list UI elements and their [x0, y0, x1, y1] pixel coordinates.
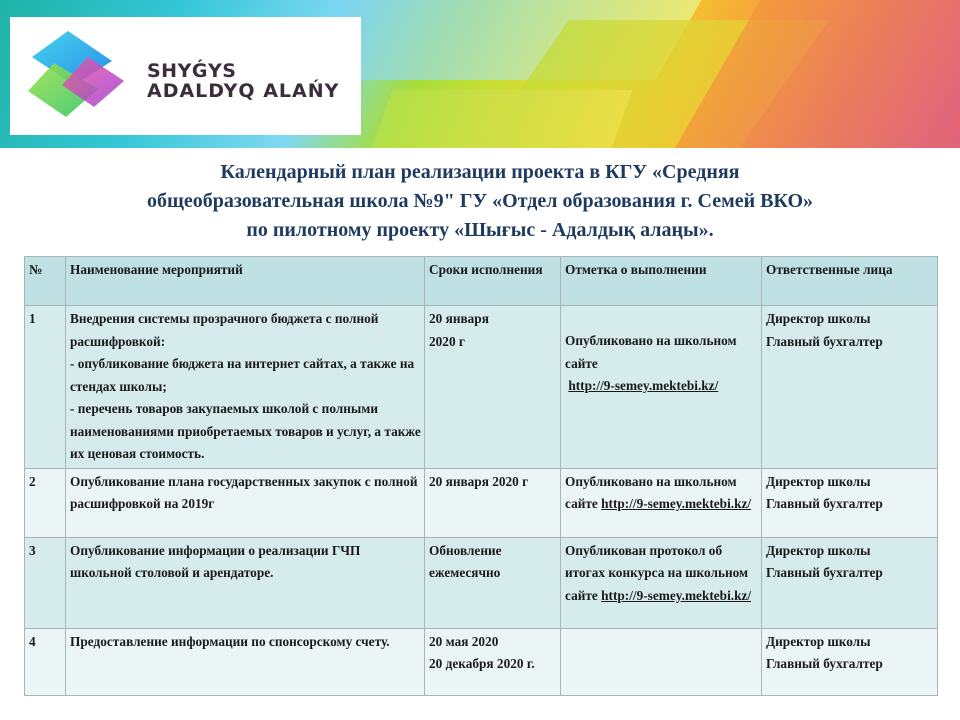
deadline-line: 20 января — [429, 311, 489, 326]
row-deadline — [425, 628, 561, 695]
row-deadline — [425, 306, 561, 469]
header-activity: Наименование мероприятий — [66, 257, 425, 306]
responsible-line: Главный бухгалтер — [766, 656, 883, 671]
deadline-line: 20 мая 2020 — [429, 633, 499, 649]
activity-line: Предоставление информации по спонсорскому счету. — [70, 633, 390, 649]
page-title — [40, 158, 920, 245]
status-link[interactable]: http://9-semey.mektebi.kz/ — [601, 496, 752, 511]
logo-card — [10, 17, 361, 135]
banner-stripe — [367, 90, 632, 148]
table-header-row — [25, 257, 938, 306]
header-status: Отметка о выполнении — [561, 257, 762, 306]
status-text: Опубликовано на школьном сайте — [565, 473, 737, 511]
responsible-line: Главный бухгалтер — [766, 496, 883, 511]
table-row — [25, 306, 938, 469]
row-num: 4 — [25, 628, 66, 695]
status-link[interactable]: http://9-semey.mektebi.kz/ — [601, 587, 752, 603]
plan-table — [24, 256, 938, 696]
activity-line: Опубликование информации о реализации ГЧП школьной столовой и арендаторе. — [70, 542, 361, 580]
table-row — [25, 628, 938, 695]
activity-line: Опубликование плана государственных закупок с полной расшифровкой на 2019г — [70, 473, 418, 511]
responsible-line: Директор школы — [766, 633, 871, 649]
deadline-line: 20 января 2020 г — [429, 473, 529, 489]
deadline-line: Обновление ежемесячно — [429, 542, 502, 580]
logo-text — [147, 61, 339, 101]
title-line3: по пилотному проекту «Шығыс - Адалдық алаңы». — [246, 219, 714, 241]
status-link[interactable]: http://9-semey.mektebi.kz/ — [568, 378, 719, 393]
logo-icon — [24, 27, 134, 127]
row-status — [561, 468, 762, 537]
row-num: 1 — [25, 306, 66, 469]
row-status — [561, 537, 762, 628]
activity-line: - опубликование бюджета на интернет сайтах, а также на стендах школы; — [70, 356, 415, 394]
row-activity — [66, 468, 425, 537]
row-status — [561, 628, 762, 695]
responsible-line: Главный бухгалтер — [766, 565, 883, 580]
activity-line: Внедрения системы прозрачного бюджета с полной расшифровкой: — [70, 311, 379, 349]
title-line2: общеобразовательная школа №9" ГУ «Отдел образования г. Семей ВКО» — [147, 190, 813, 212]
header-deadline: Сроки исполнения — [425, 257, 561, 306]
row-num: 2 — [25, 468, 66, 537]
row-responsible — [762, 306, 938, 469]
row-responsible — [762, 537, 938, 628]
row-activity — [66, 537, 425, 628]
row-num: 3 — [25, 537, 66, 628]
brand-line2: ADALDYQ ALAŃY — [147, 80, 340, 102]
header-num: № — [25, 257, 66, 306]
responsible-line: Директор школы — [766, 311, 871, 326]
table-row — [25, 537, 938, 628]
brand-line1: SHYǴYS — [147, 60, 237, 82]
row-status — [561, 306, 762, 469]
title-line1: Календарный план реализации проекта в КГУ «Средняя — [220, 161, 740, 183]
deadline-line: 20 декабря 2020 г. — [429, 656, 535, 671]
row-deadline — [425, 537, 561, 628]
responsible-line: Главный бухгалтер — [766, 333, 883, 349]
deadline-line: 2020 г — [429, 333, 465, 349]
row-responsible — [762, 628, 938, 695]
row-responsible — [762, 468, 938, 537]
status-text: Опубликован протокол об итогах конкурса на школьном сайте — [565, 542, 749, 603]
activity-line: - перечень товаров закупаемых школой с полными наименованиями приобретаемых товаров и услуг, а также их ценовая стоимость. — [70, 401, 421, 461]
row-activity — [66, 628, 425, 695]
status-text: Опубликовано на школьном сайте — [565, 333, 737, 371]
row-activity — [66, 306, 425, 469]
header-responsible: Ответственные лица — [762, 257, 938, 306]
row-deadline — [425, 468, 561, 537]
responsible-line: Директор школы — [766, 473, 871, 489]
table-row — [25, 468, 938, 537]
responsible-line: Директор школы — [766, 542, 871, 558]
